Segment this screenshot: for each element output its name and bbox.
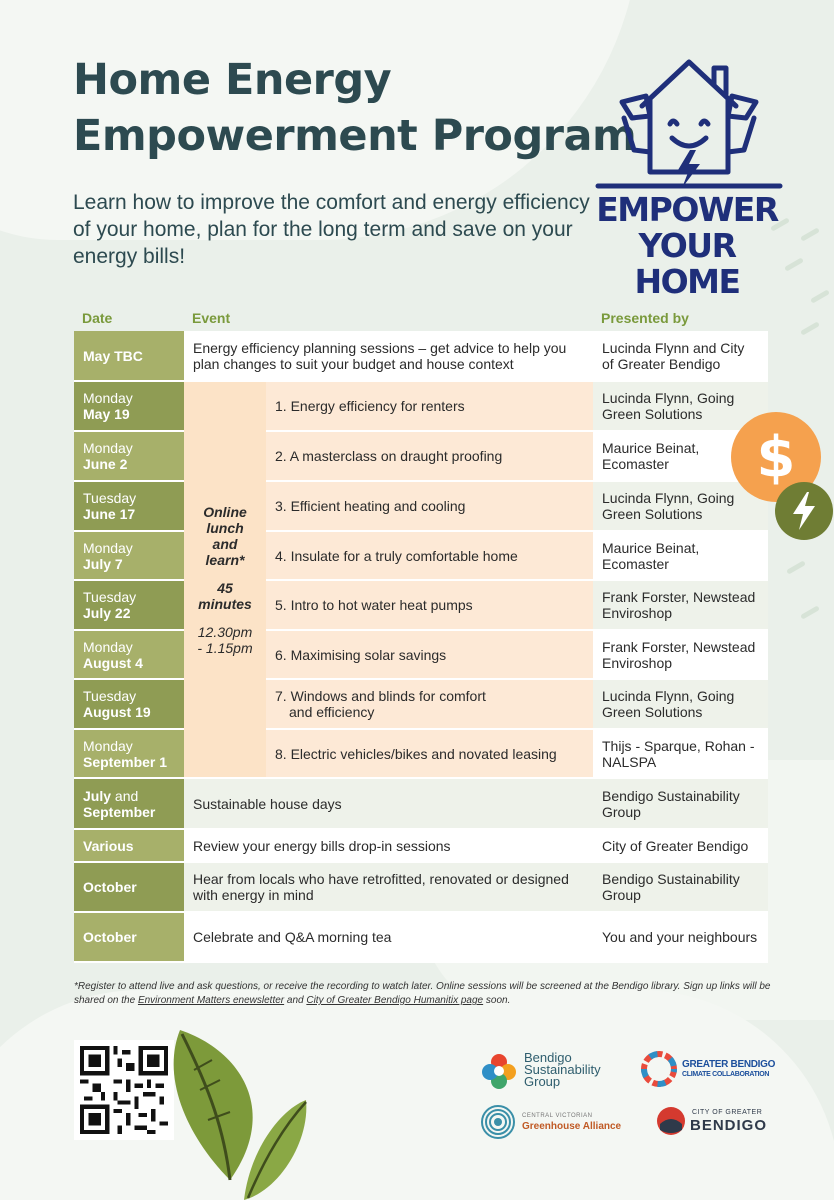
row-date bbox=[74, 381, 184, 431]
table-row bbox=[74, 381, 768, 431]
logo-line: EMPOWER bbox=[596, 190, 778, 229]
row-presenter: City of Greater Bendigo bbox=[593, 829, 768, 862]
row-date-value: May 19 bbox=[83, 406, 130, 422]
qr-code-icon[interactable] bbox=[74, 1040, 174, 1140]
row-presenter: Maurice Beinat, Ecomaster bbox=[593, 431, 768, 481]
table-row bbox=[74, 331, 768, 381]
row-date bbox=[74, 431, 184, 481]
column-header-date: Date bbox=[82, 310, 113, 326]
row-event-line: 7. Windows and blinds for comfort bbox=[275, 688, 486, 704]
bsg-name-line: Bendigo bbox=[524, 1050, 572, 1065]
row-event: 3. Efficient heating and cooling bbox=[266, 481, 593, 531]
row-event: Hear from locals who have retrofitted, renovated or designed with energy in mind bbox=[184, 862, 593, 912]
table-row bbox=[74, 862, 768, 912]
coin-symbol: $ bbox=[756, 425, 796, 490]
online-label: lunch bbox=[206, 519, 244, 536]
online-label: and bbox=[212, 535, 238, 552]
gb-name-line: GREATER BENDIGO bbox=[682, 1059, 776, 1070]
table-row bbox=[74, 912, 768, 962]
program-table bbox=[74, 305, 768, 963]
page-subtitle: Learn how to improve the comfort and energy efficiency of your home, plan for the long term and save on your energy bills! bbox=[73, 191, 590, 268]
row-date-value: September 1 bbox=[83, 753, 168, 770]
row-presenter: Maurice Beinat, Ecomaster bbox=[593, 531, 768, 580]
row-presenter: Lucinda Flynn, Going Green Solutions bbox=[593, 381, 768, 431]
title-line: Empowerment Program bbox=[73, 111, 637, 161]
row-date: October bbox=[74, 912, 184, 962]
row-date-connector: and bbox=[111, 787, 139, 804]
row-presenter: Thijs - Sparque, Rohan - NALSPA bbox=[593, 729, 768, 778]
city-of-greater-bendigo-logo bbox=[656, 1104, 786, 1144]
row-date-value: August 4 bbox=[83, 654, 143, 671]
decorative-dash bbox=[784, 257, 804, 271]
table-row bbox=[74, 778, 768, 829]
row-date-value: July 22 bbox=[83, 605, 131, 621]
table-row bbox=[74, 431, 768, 481]
footnote-text: *Register to attend live and ask questions, or receive the recording to watch later. Online sessions will be screened at the Bendigo library. Sign up links will be shared on the bbox=[74, 981, 771, 1006]
decorative-dash bbox=[786, 560, 806, 574]
row-date-value: June 17 bbox=[83, 506, 136, 522]
row-event: 1. Energy efficiency for renters bbox=[266, 381, 593, 431]
climate-ring-icon bbox=[640, 1050, 678, 1088]
cv-name: Greenhouse Alliance bbox=[522, 1121, 622, 1132]
footnote-text: soon. bbox=[483, 995, 511, 1006]
bsg-name-line: Group bbox=[524, 1074, 561, 1089]
row-date bbox=[74, 481, 184, 531]
row-day: Tuesday bbox=[83, 490, 137, 506]
enewsletter-link[interactable]: Environment Matters enewsletter bbox=[137, 995, 285, 1006]
row-event: Celebrate and Q&A morning tea bbox=[184, 912, 593, 962]
row-date: Various bbox=[74, 829, 184, 862]
table-row bbox=[74, 829, 768, 862]
column-header-event: Event bbox=[192, 310, 231, 326]
row-date bbox=[74, 679, 184, 729]
row-event: 6. Maximising solar savings bbox=[266, 630, 593, 679]
footnote-text: and bbox=[284, 995, 307, 1006]
online-label: Online bbox=[203, 503, 247, 520]
row-presenter: Lucinda Flynn, Going Green Solutions bbox=[593, 679, 768, 729]
row-date-value: September bbox=[83, 803, 156, 820]
gb-name-line: CLIMATE COLLABORATION bbox=[682, 1071, 770, 1078]
row-day: Monday bbox=[83, 539, 133, 556]
row-presenter: Bendigo Sustainability Group bbox=[593, 778, 768, 829]
row-date: May TBC bbox=[74, 331, 184, 381]
bsg-name-line: Sustainability bbox=[524, 1062, 601, 1077]
table-row bbox=[74, 531, 768, 580]
footnote bbox=[74, 980, 774, 1008]
greater-bendigo-climate-collaboration-logo bbox=[640, 1050, 780, 1090]
row-date bbox=[74, 630, 184, 679]
session-time: 12.30pm bbox=[197, 623, 253, 640]
cg-name: BENDIGO bbox=[690, 1117, 768, 1134]
row-event: 4. Insulate for a truly comfortable home bbox=[266, 531, 593, 580]
row-presenter: Frank Forster, Newstead Enviroshop bbox=[593, 580, 768, 630]
row-event: Energy efficiency planning sessions – get advice to help you plan changes to suit your budget and house context bbox=[184, 331, 593, 381]
row-date bbox=[74, 580, 184, 630]
row-day: Monday bbox=[83, 638, 133, 655]
decorative-dash bbox=[800, 227, 820, 241]
row-presenter: Frank Forster, Newstead Enviroshop bbox=[593, 630, 768, 679]
table-row bbox=[74, 729, 768, 778]
row-date-value: July bbox=[83, 787, 112, 804]
duration-value: 45 bbox=[217, 579, 233, 596]
row-event: 2. A masterclass on draught proofing bbox=[266, 431, 593, 481]
row-event: Sustainable house days bbox=[184, 778, 593, 829]
column-header-presenter: Presented by bbox=[601, 310, 689, 326]
row-date bbox=[74, 729, 184, 778]
row-event-line: and efficiency bbox=[289, 704, 375, 720]
table-row bbox=[74, 679, 768, 729]
leaf-icon bbox=[160, 1030, 310, 1200]
table-row bbox=[74, 481, 768, 531]
row-day: Monday bbox=[83, 390, 133, 406]
row-date-value: June 2 bbox=[83, 456, 128, 472]
online-label: learn* bbox=[205, 551, 245, 568]
title-line: Home Energy bbox=[73, 55, 392, 105]
city-emblem-icon bbox=[656, 1106, 686, 1136]
table-row bbox=[74, 630, 768, 679]
humanitix-link[interactable]: City of Greater Bendigo Humanitix page bbox=[306, 995, 484, 1006]
row-day: Monday bbox=[83, 440, 133, 456]
row-date: October bbox=[74, 862, 184, 912]
row-date-value: August 19 bbox=[83, 704, 151, 720]
greenhouse-ring-icon bbox=[480, 1104, 516, 1140]
table-row bbox=[74, 580, 768, 630]
cg-prefix: CITY OF GREATER bbox=[692, 1109, 763, 1116]
decorative-dash bbox=[800, 321, 820, 335]
gb-name bbox=[682, 1060, 775, 1080]
row-presenter: Lucinda Flynn and City of Greater Bendigo bbox=[593, 331, 768, 381]
row-day: Tuesday bbox=[83, 589, 137, 605]
bsg-flower-icon bbox=[480, 1052, 518, 1090]
session-time: - 1.15pm bbox=[197, 639, 253, 656]
cv-region: CENTRAL VICTORIAN bbox=[522, 1113, 593, 1119]
row-day: Monday bbox=[83, 737, 133, 754]
online-session-info bbox=[184, 381, 266, 778]
row-event: 8. Electric vehicles/bikes and novated leasing bbox=[266, 729, 593, 778]
decorative-dash bbox=[810, 289, 830, 303]
row-event bbox=[266, 679, 593, 729]
table-header-row bbox=[74, 305, 768, 331]
lightning-bolt-icon bbox=[775, 482, 833, 540]
row-event: Review your energy bills drop-in sessions bbox=[184, 829, 593, 862]
row-presenter: Lucinda Flynn, Going Green Solutions bbox=[593, 481, 768, 531]
duration-unit: minutes bbox=[198, 595, 252, 612]
row-presenter: Bendigo Sustainability Group bbox=[593, 862, 768, 912]
logo-line: YOUR HOME bbox=[634, 226, 740, 301]
row-date bbox=[74, 778, 184, 829]
row-date bbox=[74, 531, 184, 580]
row-date-value: July 7 bbox=[83, 555, 123, 572]
page-title bbox=[73, 52, 637, 164]
decorative-dash bbox=[800, 605, 820, 619]
bendigo-sustainability-group-logo bbox=[480, 1052, 620, 1092]
row-presenter: You and your neighbours bbox=[593, 912, 768, 962]
row-event: 5. Intro to hot water heat pumps bbox=[266, 580, 593, 630]
bsg-name bbox=[524, 1052, 601, 1088]
central-victorian-greenhouse-alliance-logo bbox=[480, 1104, 640, 1144]
logo-wordmark bbox=[592, 192, 782, 300]
row-day: Tuesday bbox=[83, 688, 137, 704]
